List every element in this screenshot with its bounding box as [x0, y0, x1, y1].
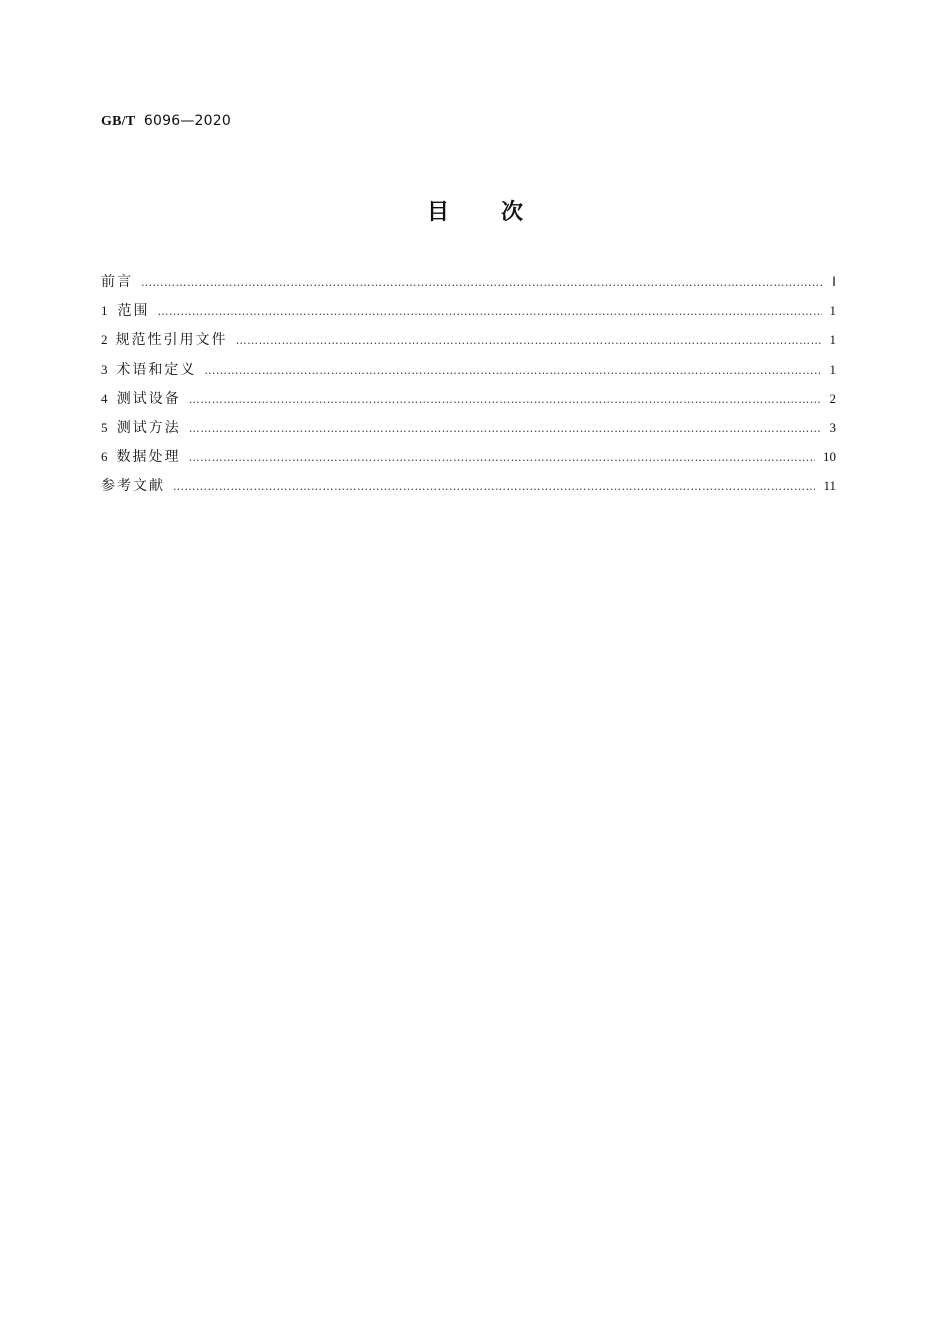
toc-leader-dots	[204, 364, 821, 377]
toc-entry-page: 11	[823, 478, 836, 494]
toc-entry-page: 1	[829, 361, 836, 377]
toc-leader-dots	[189, 451, 815, 464]
toc-entry-number: 1	[101, 303, 108, 319]
toc-leader-dots	[189, 393, 822, 406]
toc-entry-number: 4	[101, 390, 108, 406]
toc-entry-page: 1	[829, 332, 836, 348]
toc-title: 目次	[426, 200, 575, 225]
toc-entry-page: 2	[829, 390, 836, 406]
table-of-contents	[101, 271, 836, 505]
toc-entry-label: 参考文献	[101, 478, 165, 495]
toc-entry-number: 2	[101, 332, 108, 348]
toc-entry-number: 5	[101, 419, 108, 435]
toc-leader-dots	[141, 276, 824, 289]
toc-entry-normative-references[interactable]	[101, 329, 836, 358]
toc-entry-test-equipment[interactable]	[101, 388, 836, 417]
toc-entry-label: 规范性引用文件	[115, 332, 228, 349]
toc-entry-terms-definitions[interactable]	[101, 359, 836, 388]
toc-entry-label: 范围	[117, 303, 150, 320]
toc-entry-page: 10	[823, 449, 836, 465]
standard-prefix: GB/T	[101, 114, 136, 129]
standard-code	[101, 113, 231, 130]
toc-entry-label: 测试设备	[116, 390, 181, 407]
toc-entry-label: 测试方法	[116, 419, 181, 436]
toc-entry-test-method[interactable]	[101, 417, 836, 446]
toc-leader-dots	[236, 334, 822, 347]
toc-entry-data-processing[interactable]	[101, 446, 836, 475]
toc-entry-page: 3	[829, 419, 836, 435]
standard-number: 6096—2020	[143, 113, 231, 129]
toc-leader-dots	[173, 480, 815, 493]
toc-entry-label: 数据处理	[116, 449, 181, 466]
toc-entry-page: 1	[829, 303, 836, 319]
toc-entry-label: 术语和定义	[116, 361, 197, 378]
toc-leader-dots	[189, 422, 822, 435]
toc-entry-scope[interactable]	[101, 300, 836, 329]
toc-entry-foreword[interactable]	[101, 271, 836, 300]
toc-entry-number: 6	[101, 449, 108, 465]
toc-entry-number: 3	[101, 361, 108, 377]
toc-entry-bibliography[interactable]	[101, 475, 836, 504]
toc-leader-dots	[158, 305, 822, 318]
toc-entry-page: Ⅰ	[832, 274, 836, 289]
toc-entry-label: 前言	[101, 274, 133, 290]
